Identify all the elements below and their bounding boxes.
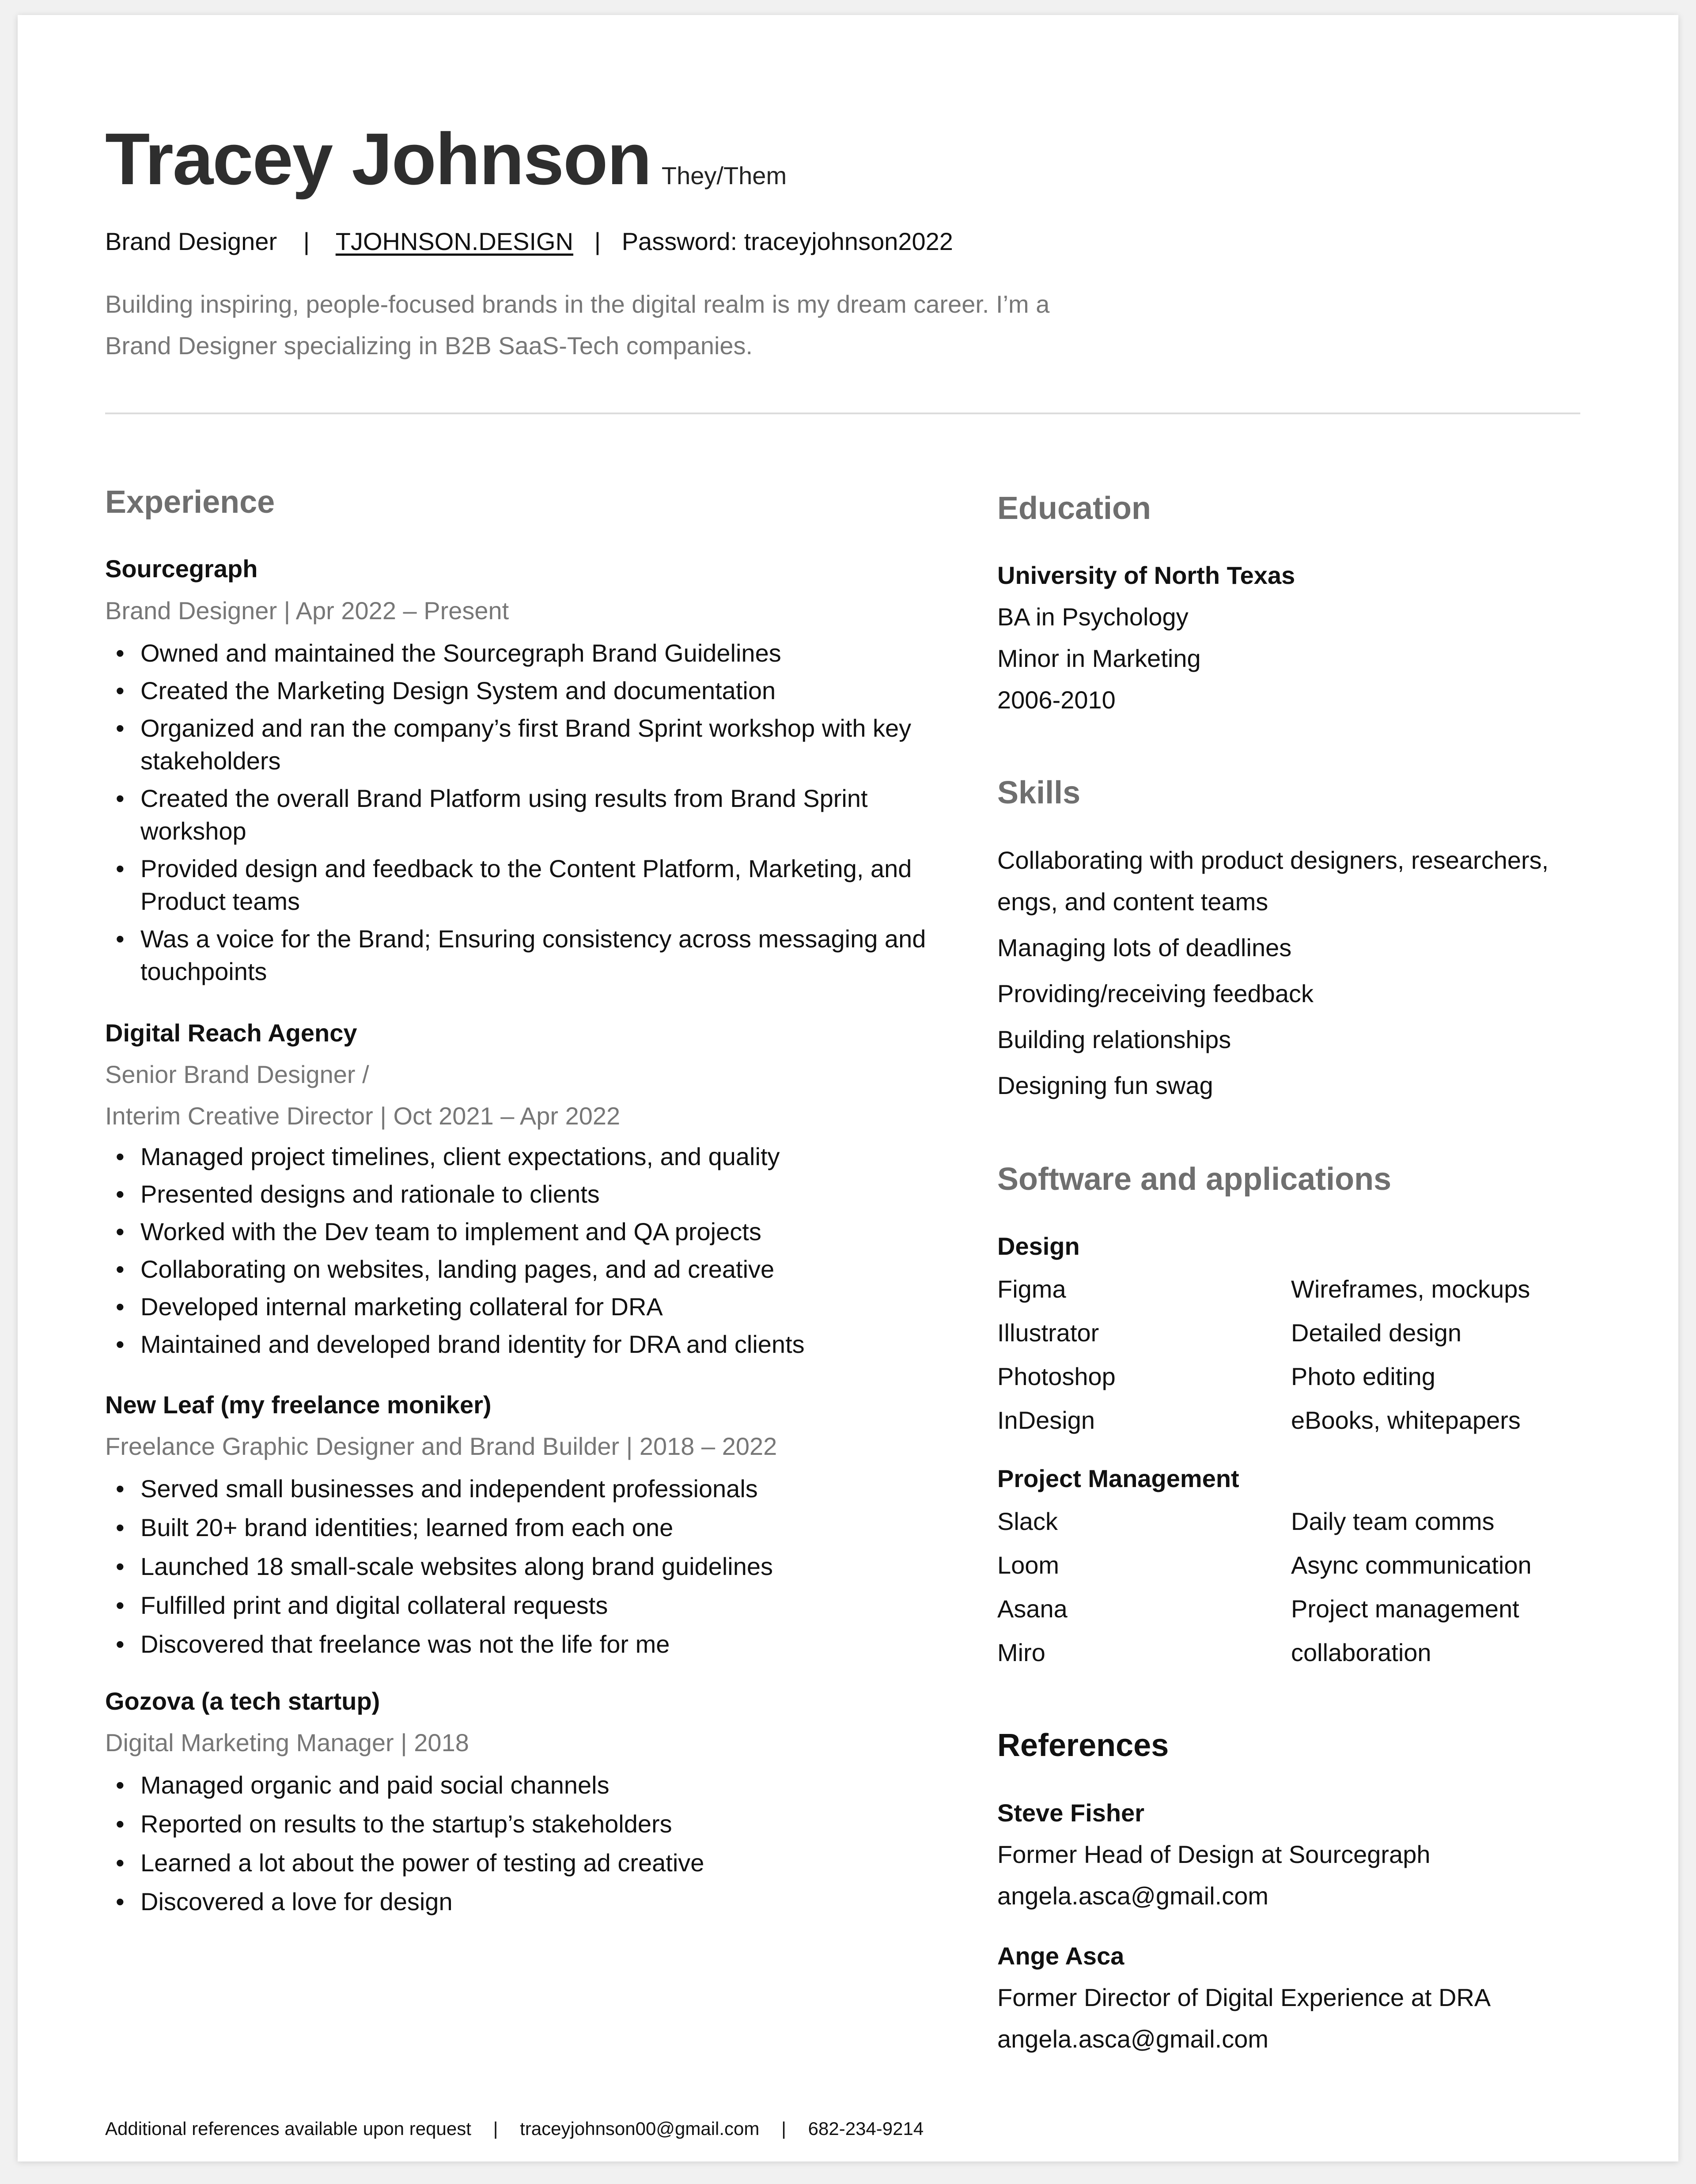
software-name: Figma xyxy=(997,1275,1066,1303)
degree: BA in Psychology xyxy=(997,603,1189,631)
footer-note: Additional references available upon request xyxy=(105,2118,471,2139)
reference-name: Steve Fisher xyxy=(997,1798,1145,1827)
contact-line xyxy=(105,227,953,256)
software-section xyxy=(997,1160,1589,1674)
job-title: Brand Designer xyxy=(105,227,277,255)
job-role: Freelance Graphic Designer and Brand Builder | 2018 – 2022 xyxy=(105,1432,777,1460)
education-years: 2006-2010 xyxy=(997,686,1116,714)
list-item: • Collaborating on websites, landing pages, and ad creative xyxy=(105,1253,944,1286)
list-item: • Managed organic and paid social channels xyxy=(105,1769,944,1802)
job-role-line: Interim Creative Director | Oct 2021 – Apr 2022 xyxy=(105,1101,621,1130)
job-entry xyxy=(105,1686,944,1918)
software-use: Async communication xyxy=(1291,1551,1532,1579)
footer-phone: 682-234-9214 xyxy=(808,2118,924,2139)
skill-item: Building relationships xyxy=(997,1025,1231,1053)
skill-item: Providing/receiving feedback xyxy=(997,979,1314,1007)
skills-title: Skills xyxy=(997,775,1081,811)
list-item: • Built 20+ brand identities; learned from each one xyxy=(105,1511,944,1544)
reference-role: Former Director of Digital Experience at DRA xyxy=(997,1983,1491,2011)
software-use: collaboration xyxy=(1291,1639,1431,1667)
software-name: Asana xyxy=(997,1595,1068,1623)
software-group-title: Design xyxy=(997,1232,1080,1260)
software-use: Project management xyxy=(1291,1595,1519,1623)
job-bullets xyxy=(105,1140,944,1361)
software-table xyxy=(997,1499,1589,1674)
software-use: eBooks, whitepapers xyxy=(1291,1406,1521,1435)
software-use: Wireframes, mockups xyxy=(1291,1275,1530,1303)
reference-email: angela.asca@gmail.com xyxy=(997,1881,1269,1910)
separator: | xyxy=(781,2118,786,2139)
footer xyxy=(105,2118,924,2139)
education-section xyxy=(997,489,1589,721)
job-bullets xyxy=(105,637,944,988)
list-item: • Created the overall Brand Platform using results from Brand Sprint workshop xyxy=(105,782,944,848)
software-name: InDesign xyxy=(997,1406,1095,1435)
list-item: • Organized and ran the company’s first Brand Sprint workshop with key stakeholders xyxy=(105,712,944,777)
list-item: • Learned a lot about the power of testing ad creative xyxy=(105,1847,944,1879)
reference-email: angela.asca@gmail.com xyxy=(997,2025,1269,2053)
footer-email: traceyjohnson00@gmail.com xyxy=(520,2118,760,2139)
tagline: Building inspiring, people-focused brands in the digital realm is my dream career. I’m a Brand Designer specializing in B2B SaaS-Tech companies. xyxy=(105,290,1050,360)
list-item: • Developed internal marketing collateral for DRA xyxy=(105,1291,944,1323)
experience-section xyxy=(105,483,944,1924)
job-role-line: Senior Brand Designer / xyxy=(105,1060,369,1088)
skill-item: Designing fun swag xyxy=(997,1071,1213,1099)
sidebar-column xyxy=(997,489,1589,2060)
references-title: References xyxy=(997,1728,1169,1764)
list-item: • Launched 18 small-scale websites along brand guidelines xyxy=(105,1550,944,1583)
job-bullets xyxy=(105,1472,944,1661)
software-name: Loom xyxy=(997,1551,1060,1579)
minor: Minor in Marketing xyxy=(997,644,1201,673)
software-group-title: Project Management xyxy=(997,1465,1239,1493)
list-item: • Discovered a love for design xyxy=(105,1885,944,1918)
resume-page xyxy=(18,15,1678,2161)
list-item: • Discovered that freelance was not the life for me xyxy=(105,1628,944,1661)
candidate-name-heading xyxy=(105,117,787,201)
portfolio-password: Password: traceyjohnson2022 xyxy=(621,227,953,255)
education-title: Education xyxy=(997,491,1151,526)
company-name: Gozova (a tech startup) xyxy=(105,1687,380,1715)
list-item: • Was a voice for the Brand; Ensuring consistency across messaging and touchpoints xyxy=(105,923,944,988)
skill-item: Managing lots of deadlines xyxy=(997,933,1292,961)
company-name: New Leaf (my freelance moniker) xyxy=(105,1390,492,1419)
list-item: • Provided design and feedback to the Content Platform, Marketing, and Product teams xyxy=(105,852,944,918)
job-entry xyxy=(105,1390,944,1661)
list-item: • Served small businesses and independent professionals xyxy=(105,1472,944,1505)
job-role xyxy=(105,1054,944,1137)
list-item: • Managed project timelines, client expectations, and quality xyxy=(105,1140,944,1173)
pronouns: They/Them xyxy=(661,162,787,189)
reference-name: Ange Asca xyxy=(997,1942,1124,1970)
software-title: Software and applications xyxy=(997,1161,1392,1197)
header-divider xyxy=(105,413,1580,414)
job-entry xyxy=(105,554,944,988)
software-table xyxy=(997,1267,1589,1442)
job-role: Brand Designer | Apr 2022 – Present xyxy=(105,596,509,625)
experience-title: Experience xyxy=(105,484,275,520)
separator: | xyxy=(594,227,601,255)
skills-section xyxy=(997,774,1589,1106)
reference-role: Former Head of Design at Sourcegraph xyxy=(997,1840,1431,1868)
job-bullets xyxy=(105,1769,944,1918)
list-item: • Reported on results to the startup’s stakeholders xyxy=(105,1808,944,1840)
company-name: Digital Reach Agency xyxy=(105,1018,357,1047)
job-role: Digital Marketing Manager | 2018 xyxy=(105,1729,469,1757)
software-name: Slack xyxy=(997,1507,1058,1536)
portfolio-link[interactable]: TJOHNSON.DESIGN xyxy=(335,227,574,255)
software-name: Miro xyxy=(997,1639,1045,1667)
list-item: • Created the Marketing Design System and documentation xyxy=(105,674,944,707)
job-entry xyxy=(105,1018,944,1361)
software-use: Daily team comms xyxy=(1291,1507,1495,1536)
list-item: • Fulfilled print and digital collateral requests xyxy=(105,1589,944,1622)
software-use: Photo editing xyxy=(1291,1363,1435,1391)
list-item: • Maintained and developed brand identity for DRA and clients xyxy=(105,1328,944,1361)
list-item: • Presented designs and rationale to clients xyxy=(105,1178,944,1211)
separator: | xyxy=(493,2118,498,2139)
school-name: University of North Texas xyxy=(997,561,1295,590)
separator: | xyxy=(303,227,310,255)
references-section xyxy=(997,1726,1589,2059)
software-name: Photoshop xyxy=(997,1363,1116,1391)
candidate-name: Tracey Johnson xyxy=(105,118,651,200)
software-name: Illustrator xyxy=(997,1319,1099,1347)
skill-item: Collaborating with product designers, researchers, engs, and content teams xyxy=(997,846,1549,916)
company-name: Sourcegraph xyxy=(105,555,258,583)
list-item: • Worked with the Dev team to implement and QA projects xyxy=(105,1215,944,1248)
software-use: Detailed design xyxy=(1291,1319,1462,1347)
list-item: • Owned and maintained the Sourcegraph Brand Guidelines xyxy=(105,637,944,670)
